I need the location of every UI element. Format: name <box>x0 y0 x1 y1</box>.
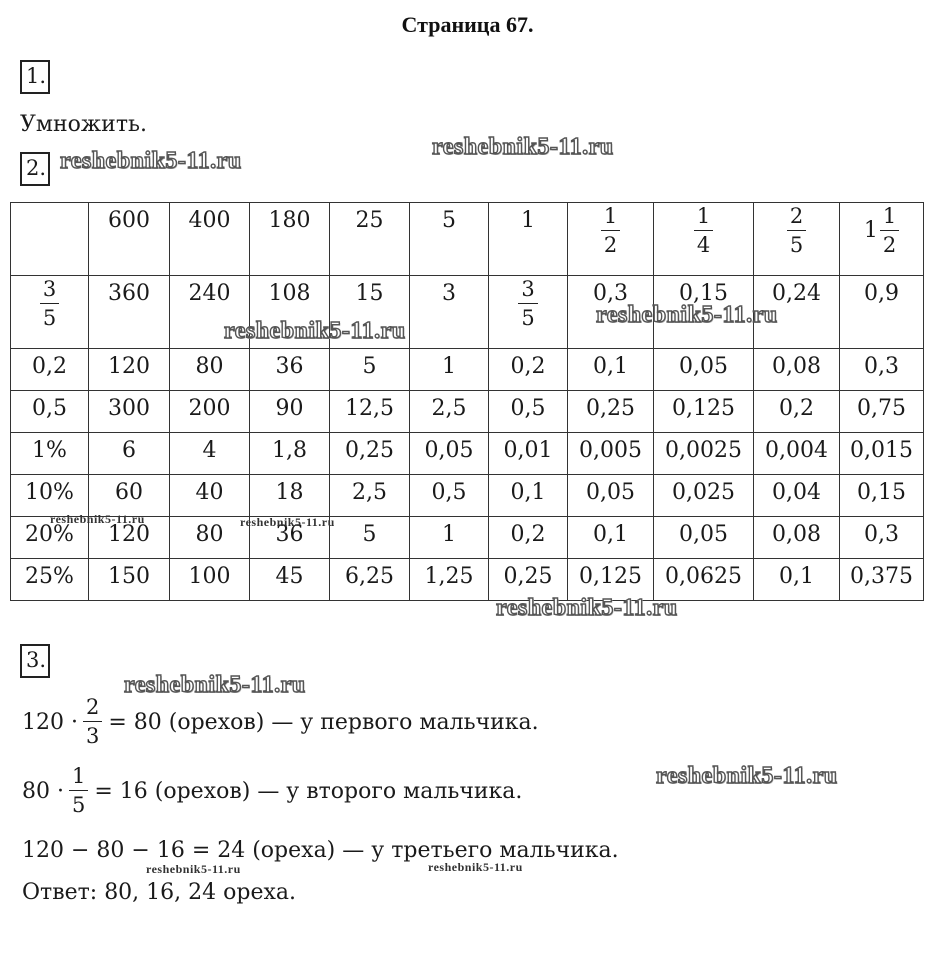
table-cell: 0,1 <box>568 517 654 559</box>
table-cell: 120 <box>89 349 170 391</box>
table-cell: 0,01 <box>489 433 568 475</box>
watermark: reshebnik5-11.ru <box>496 595 678 621</box>
table-cell: 80 <box>170 349 250 391</box>
table-cell: 0,05 <box>568 475 654 517</box>
table-cell: $\frac{3}{5}$ <box>489 276 568 349</box>
table-cell: 45 <box>250 559 330 601</box>
page-title: Страница 67. <box>401 12 534 37</box>
table-cell: 36 <box>250 349 330 391</box>
table-row <box>11 559 924 601</box>
table-cell: 0,2 <box>489 349 568 391</box>
task-1-number: 1. <box>20 60 50 94</box>
table-cell: 0,125 <box>568 559 654 601</box>
table-cell: $\frac{1}{4}$ <box>654 203 754 276</box>
table-cell: 36 <box>250 517 330 559</box>
table-cell: 40 <box>170 475 250 517</box>
table-cell: 60 <box>89 475 170 517</box>
table-cell: 0,24 <box>754 276 840 349</box>
table-cell: 0,0025 <box>654 433 754 475</box>
table-cell: 0,375 <box>840 559 924 601</box>
table-row <box>11 276 924 349</box>
table-cell: 0,025 <box>654 475 754 517</box>
table-cell: 0,9 <box>840 276 924 349</box>
table-cell: 3 <box>410 276 489 349</box>
table-cell: 0,2 <box>754 391 840 433</box>
table-row <box>11 391 924 433</box>
watermark: reshebnik5-11.ru <box>146 862 241 876</box>
table-cell: 1 $\frac{1}{2}$ <box>840 203 924 276</box>
table-cell: 200 <box>170 391 250 433</box>
watermark: reshebnik5-11.ru <box>60 148 242 174</box>
table-cell: 1 <box>410 517 489 559</box>
table-cell: 80 <box>170 517 250 559</box>
table-cell: 120 <box>89 517 170 559</box>
table-cell: $\frac{1}{2}$ <box>568 203 654 276</box>
watermark: reshebnik5-11.ru <box>224 318 406 344</box>
watermark: reshebnik5-11.ru <box>656 763 838 789</box>
table-cell: 5 <box>330 517 410 559</box>
table-cell: 0,25 <box>489 559 568 601</box>
table-cell: 600 <box>89 203 170 276</box>
watermark: reshebnik5-11.ru <box>432 134 614 160</box>
table-cell: 1,8 <box>250 433 330 475</box>
table-cell: 0,5 <box>11 391 89 433</box>
table-cell: 20% <box>11 517 89 559</box>
table-cell: 0,25 <box>330 433 410 475</box>
table-header-row <box>11 203 924 276</box>
table-cell: 0,1 <box>754 559 840 601</box>
watermark: reshebnik5-11.ru <box>240 515 335 529</box>
table-cell: 300 <box>89 391 170 433</box>
table-cell: 0,05 <box>654 349 754 391</box>
table-cell: 0,04 <box>754 475 840 517</box>
table-cell: 0,15 <box>840 475 924 517</box>
table-cell: 2,5 <box>410 391 489 433</box>
table-cell: 0,5 <box>410 475 489 517</box>
table-cell: 1% <box>11 433 89 475</box>
line-1-result: = 80 (орехов) — у первого мальчика. <box>108 709 539 735</box>
table-cell: 0,0625 <box>654 559 754 601</box>
table-cell: 5 <box>330 349 410 391</box>
table-cell: 0,2 <box>11 349 89 391</box>
table-cell: 0,015 <box>840 433 924 475</box>
watermark: reshebnik5-11.ru <box>596 302 778 328</box>
table-row <box>11 433 924 475</box>
table-cell: 0,3 <box>840 349 924 391</box>
table-cell: 0,3 <box>840 517 924 559</box>
table-cell: 5 <box>410 203 489 276</box>
table-cell: 12,5 <box>330 391 410 433</box>
table-cell: 0,3 <box>568 276 654 349</box>
table-cell: 0,1 <box>568 349 654 391</box>
table-cell: 100 <box>170 559 250 601</box>
table-cell: 0,2 <box>489 517 568 559</box>
table-cell <box>11 203 89 276</box>
line-1-factor: 120 · <box>22 709 78 735</box>
solution-line-1 <box>22 697 539 747</box>
table-cell: 1,25 <box>410 559 489 601</box>
table-cell: 2,5 <box>330 475 410 517</box>
watermark: reshebnik5-11.ru <box>124 672 306 698</box>
table-cell: 0,5 <box>489 391 568 433</box>
table-cell: 0,005 <box>568 433 654 475</box>
table-cell: 1 <box>489 203 568 276</box>
table-cell: 240 <box>170 276 250 349</box>
solution-line-2 <box>22 766 522 816</box>
table-cell: 1 <box>410 349 489 391</box>
table-cell: 25% <box>11 559 89 601</box>
table-cell: 0,15 <box>654 276 754 349</box>
solution-line-3: 120 − 80 − 16 = 24 (ореха) — у третьего мальчика. <box>22 838 619 863</box>
table-cell: 10% <box>11 475 89 517</box>
fraction-one-fifth: $\frac{1}{5}$ <box>69 766 88 816</box>
table-cell: 150 <box>89 559 170 601</box>
table-cell: 18 <box>250 475 330 517</box>
table-cell: 0,08 <box>754 517 840 559</box>
table-cell: 0,75 <box>840 391 924 433</box>
table-row <box>11 475 924 517</box>
table-cell: 6 <box>89 433 170 475</box>
table-cell: 0,125 <box>654 391 754 433</box>
table-cell: 0,05 <box>410 433 489 475</box>
results-table <box>10 202 924 601</box>
table-cell: 0,1 <box>489 475 568 517</box>
table-cell: 6,25 <box>330 559 410 601</box>
table-cell: 0,05 <box>654 517 754 559</box>
answer-line: Ответ: 80, 16, 24 ореха. <box>22 880 297 905</box>
table-cell: 0,08 <box>754 349 840 391</box>
table-cell: 4 <box>170 433 250 475</box>
table-cell: 0,25 <box>568 391 654 433</box>
watermark: reshebnik5-11.ru <box>50 512 145 526</box>
table-cell: $\frac{2}{5}$ <box>754 203 840 276</box>
table-cell: $\frac{3}{5}$ <box>11 276 89 349</box>
table-cell: 108 <box>250 276 330 349</box>
table-cell: 15 <box>330 276 410 349</box>
table-cell: 400 <box>170 203 250 276</box>
line-2-factor: 80 · <box>22 778 64 804</box>
task-1-text: Умножить. <box>20 112 147 137</box>
fraction-two-thirds: $\frac{2}{3}$ <box>83 697 102 747</box>
watermark: reshebnik5-11.ru <box>428 860 523 874</box>
table-row <box>11 517 924 559</box>
table-cell: 90 <box>250 391 330 433</box>
task-2-number: 2. <box>20 152 50 186</box>
line-2-result: = 16 (орехов) — у второго мальчика. <box>94 778 523 804</box>
table-cell: 180 <box>250 203 330 276</box>
table-cell: 360 <box>89 276 170 349</box>
table-row <box>11 349 924 391</box>
task-3-number: 3. <box>20 644 50 678</box>
table-cell: 25 <box>330 203 410 276</box>
table-cell: 0,004 <box>754 433 840 475</box>
